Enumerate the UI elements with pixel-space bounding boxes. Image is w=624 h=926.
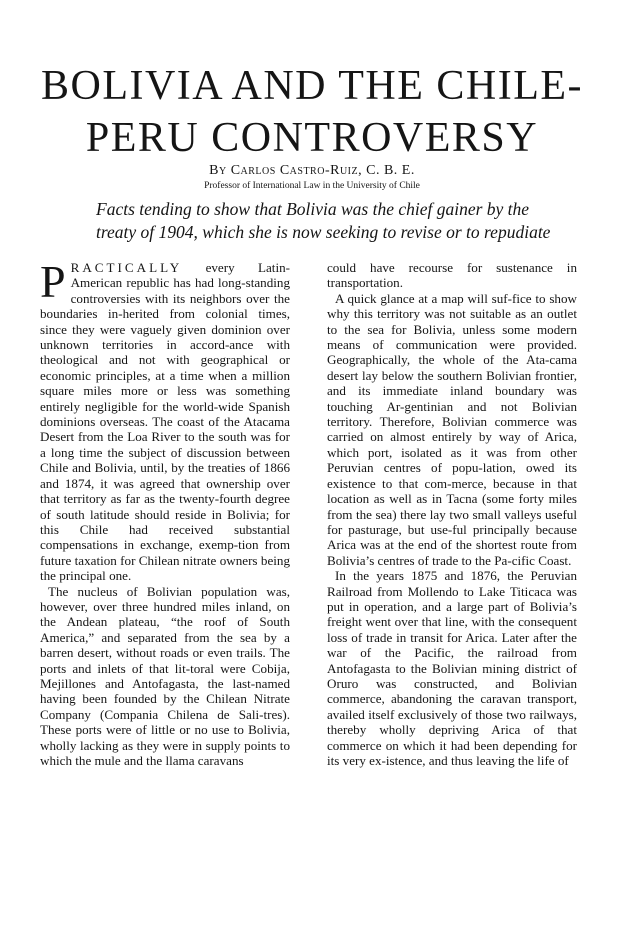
right-column [327,260,577,768]
paragraph-4: A quick glance at a map will suf-fice to show why this territory was not suitable as an outlet to the sea for Bolivia, unless some modern means of communication were provided. Geographically, the whole of the Ata-cama desert lay below the southern Bolivian frontier, and its immediate inland boundary was touching Ar-gentinian and not Bolivian territory. Therefore, Bolivian commerce was carried on almost entirely by way of Arica, which port, isolated as it was from other Peruvian centres of popu-lation, owed its existence to that com-merce, because in that location as well as in Tacna (some forty miles from the sea) there lay two small valleys useful for pasturage, but use-ful principally because Arica was at the end of the shortest route from Bolivia’s centres of trade to the Pa-cific Coast. [327,290,577,568]
article-title-line-1: BOLIVIA AND THE CHILE- [40,63,583,109]
author-affiliation: Professor of International Law in the University of Chile [204,181,420,191]
paragraph-1 [40,256,290,584]
article-title-line-2: PERU CONTROVERSY [85,115,539,161]
left-column [40,256,290,768]
article-deck: Facts tending to show that Bolivia was the chief gainer by the treaty of 1904, which she is now seeking to revise or to repudiate [96,199,551,242]
drop-cap: P [40,256,66,307]
paragraph-1-text: every Latin-American republic has had long-standing controversies with its neighbors over the boundaries in-herited from colonial times, since they were vaguely given dominion over unknown territories in accord-ance with theological and not with geographical or economic principles, at a time when a million square miles more or less was something entirely negligible for the world-wide Spanish dominions overseas. The coast of the Atacama Desert from the Loa River to the south was for a long time the subject of discussion between Chile and Bolivia, until, by the treaties of 1866 and 1874, it was agreed that ownership over that territory as far as the twenty-fourth degree of south latitude should reside in Bolivia; for this Chile had received substantial compensations in exchange, exemp-tion from future taxation for Chilean nitrate owners being the principal one. [40,260,290,584]
byline: By Carlos Castro-Ruiz, C. B. E. [209,163,415,178]
paragraph-5: In the years 1875 and 1876, the Peruvian Railroad from Mollendo to Lake Titicaca was put in operation, and a large part of Bolivia’s freight went over that line, with the consequent loss of trade in transit for Arica. Later after the war of the Pacific, the railroad from Antofagasta to the Bolivian mining district of Oruro was constructed, and Bolivian commerce, abandoning the caravan transport, availed itself exclusively of those two railways, thereby wholly depriving Arica of that commerce on which it had been depending for its very ex-istence, and thus leaving the life of [327,568,577,768]
paragraph-2: The nucleus of Bolivian population was, however, over three hundred miles inland, on the Andean plateau, “the roof of South America,” and separated from the sea by a barren desert, without roads or even trails. The ports and inlets of that lit-toral were Cobija, Mejillones and Antofagasta, the last-named having been founded by the Chilean Nitrate Company (Compania Chilena de Sali-tres). These ports were of little or no use to Bolivia, wholly lacking as they were in supply points to which the mule and the llama caravans [40,583,290,768]
paragraph-3: could have recourse for sustenance in transportation. [327,260,577,291]
lead-in-caps: RACTICALLY [70,260,183,275]
